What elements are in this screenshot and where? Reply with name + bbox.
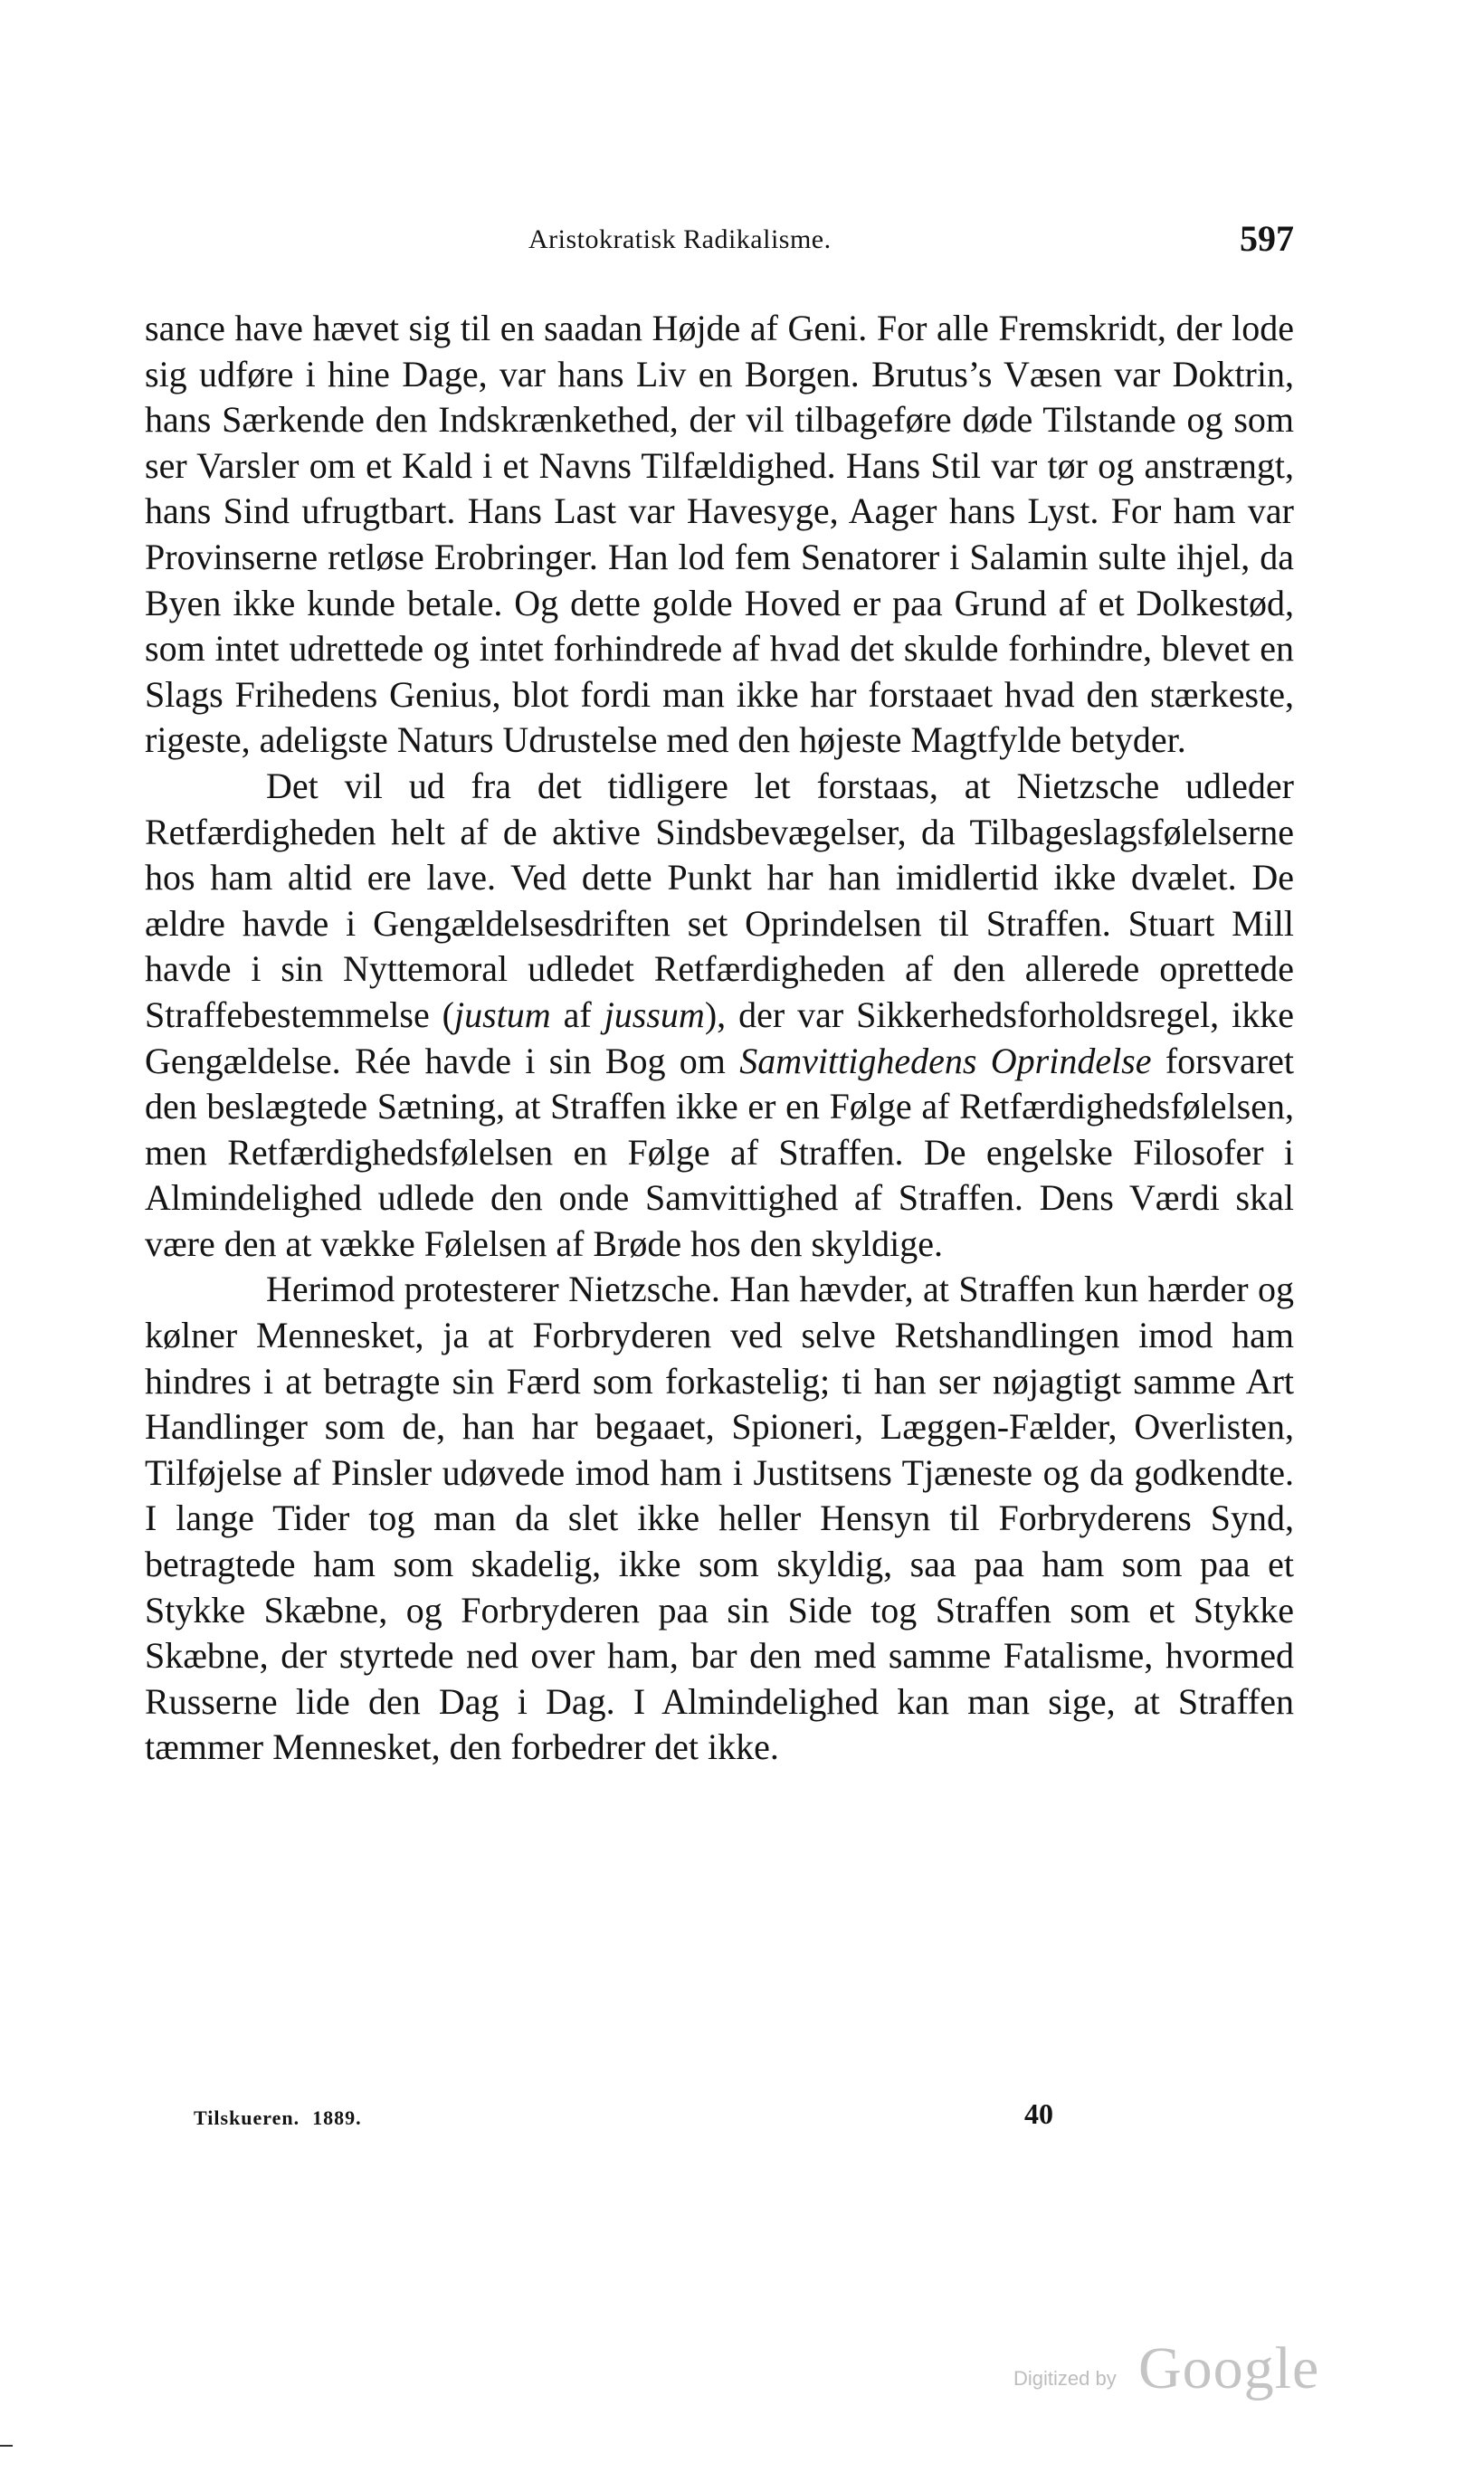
sheet-number: 40 [1024, 2097, 1053, 2130]
running-head [145, 217, 1294, 271]
page-footer [194, 2097, 1099, 2143]
running-title: Aristokratisk Radikalisme. [528, 224, 832, 254]
text-run: Det vil ud fra det tidligere let forstaas, at Nietzsche udleder Retfærdigheden helt af de aktive Sindsbevægelser, da Tilbageslagsfølelserne hos ham altid ere lave. Ved dette Punkt har han imidlertid ikke dvælet. De ældre havde i Gengældelsesdriften set Oprindelsen til Straffen. Stuart Mill havde i sin Nyttemoral udledet Retfærdigheden af den allerede oprettede Straffebestemmelse ( [145, 765, 1294, 1035]
text-run: ), der var Sikkerhedsforholdsregel, ikke Gengældelse. Rée havde i sin Bog om [145, 994, 1295, 1081]
scan-edge-mark [0, 2445, 13, 2447]
italic-text: justum [454, 994, 551, 1035]
watermark-brand-logo: Google [1138, 2335, 1320, 2401]
watermark-prefix: Digitized by [1013, 2367, 1117, 2390]
italic-text: Samvittighedens Oprindelse [739, 1040, 1152, 1081]
digitized-watermark [1013, 2334, 1321, 2407]
text-run: sance have hævet sig til en saadan Højde af Geni. For alle Fremskridt, der lode sig udføre i hine Dage, var hans Liv en Borgen. Brutus’s Væsen var Doktrin, hans Særkende den Indskrænkethed, der vil tilbageføre døde Tilstande og som ser Varsler om et Kald i et Navns Tilfældighed. Hans Stil var tør og anstrængt, hans Sind ufrugtbart. Hans Last var Havesyge, Aager hans Lyst. For ham var Provinserne retløse Erobringer. Han lod fem Senatorer i Salamin sulte ihjel, da Byen ikke kunde betale. Og dette golde Hoved er paa Grund af et Dolkestød, som intet udrettede og intet forhindrede af hvad det skulde forhindre, blevet en Slags Frihedens Genius, blot fordi man ikke har forstaaet hvad den stærkeste, rigeste, adeligste Naturs Udrustelse med den højeste Magtfylde betyder. [145, 308, 1294, 761]
signature-year: 1889. [312, 2106, 362, 2129]
text-run: Herimod protesterer Nietzsche. Han hævder, at Straffen kun hærder og kølner Mennesket, ja at Forbryderen ved selve Retshandlingen imod ham hindres i at betragte sin Færd som forkastelig; ti han ser nøjagtigt samme Art Handlinger som de, han har begaaet, Spioneri, Læggen-Fælder, Overlisten, Tilføjelse af Pinsler udøvede imod ham i Justitsens Tjæneste og da godkendte. I lange Tider tog man da slet ikke heller Hensyn til Forbryderens Synd, betragtede ham som skadelig, ikke som skyldig, saa paa ham som paa et Stykke Skæbne, og Forbryderen paa sin Side tog Straffen som et Stykke Skæbne, der styrtede ned over ham, bar den med samme Fatalisme, hvormed Russerne lide den Dag i Dag. I Almindelighed kan man sige, at Straffen tæmmer Mennesket, den forbedrer det ikke. [145, 1269, 1294, 1768]
text-run: af [550, 994, 604, 1035]
paragraph [145, 306, 1294, 764]
page-number: 597 [1240, 218, 1294, 259]
paragraph [145, 1267, 1294, 1771]
text-run: forsvaret den beslægtede Sætning, at Straffen ikke er en Følge af Retfærdighedsfølelsen, men Retfærdighedsfølelsen en Følge af Straffen. De engelske Filosofer i Almindelighed udlede den onde Samvittighed af Straffen. Dens Værdi skal være den at vække Følelsen af Brøde hos den skyldige. [145, 1040, 1294, 1264]
signature-mark [194, 2106, 362, 2130]
paragraph [145, 764, 1294, 1268]
body-text [145, 306, 1294, 1771]
italic-text: jussum [604, 994, 705, 1035]
signature-title: Tilskueren. [194, 2106, 300, 2129]
